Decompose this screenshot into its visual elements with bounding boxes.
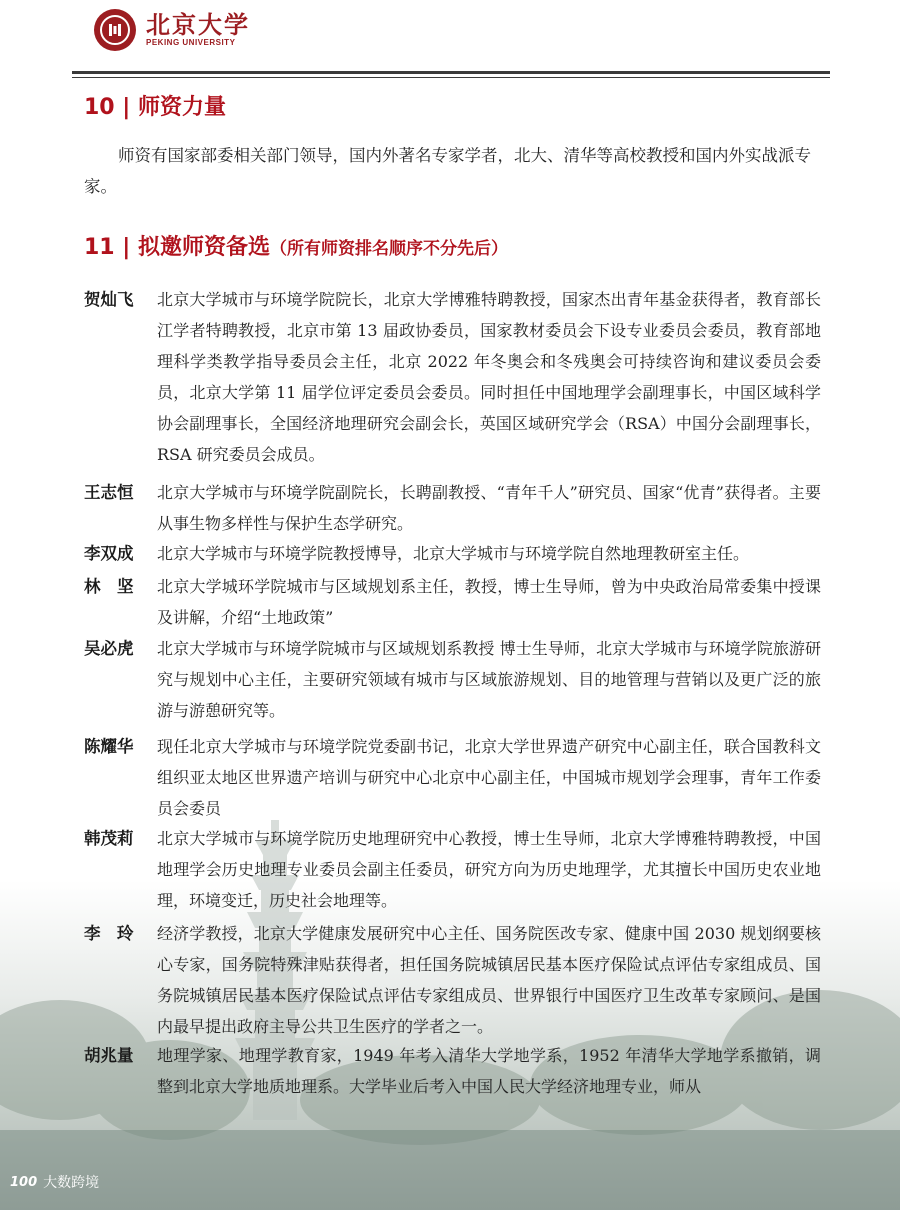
faculty-description: 北京大学城市与环境学院副院长，长聘副教授、“青年千人”研究员、国家“优青”获得者。主要从事生物多样性与保护生态学研究。 [157,483,821,533]
section-10-title: 10 | 师资力量 [84,95,226,120]
faculty-description: 北京大学城市与环境学院城市与区域规划系教授 博士生导师，北京大学城市与环境学院旅游研究与规划中心主任，主要研究领域有城市与区域旅游规划、目的地管理与营销以及更广泛的旅游与游憩研究等。 [157,639,821,720]
section-10-paragraph: 师资有国家部委相关部门领导，国内外著名专家学者，北大、清华等高校教授和国内外实战派专家。 [84,146,811,196]
faculty-description: 地理学家、地理学教育家，1949 年考入清华大学地学系，1952 年清华大学地学系撤销，调整到北京大学地质地理系。大学毕业后考入中国人民大学经济地理专业，师从 [157,1046,821,1096]
faculty-description: 经济学教授，北京大学健康发展研究中心主任、国务院医改专家、健康中国 2030 规划纲要核心专家，国务院特殊津贴获得者，担任国务院城镇居民基本医疗保险试点评估专家组成员、国务院城镇居民基本医疗保险试点评估专家组成员、世界银行中国医疗卫生改革专家顾问、是国内最早提出政府主导公共卫生医疗的学者之一。 [157,924,821,1036]
faculty-name: 贺灿飞 [84,290,134,309]
faculty-name: 吴必虎 [84,639,134,658]
faculty-description: 北京大学城市与环境学院教授博导，北京大学城市与环境学院自然地理教研室主任。 [157,544,750,563]
faculty-name: 韩茂莉 [84,829,134,848]
faculty-description: 北京大学城市与环境学院院长，北京大学博雅特聘教授，国家杰出青年基金获得者，教育部长江学者特聘教授，北京市第 13 届政协委员，国家教材委员会下设专业委员会委员，教育部地理科学类教学指导委员会主任，北京 2022 年冬奥会和冬残奥会可持续咨询和建议委员会委员，北京大学第 11 届学位评定委员会委员。同时担任中国地理学会副理事长，中国区域科学协会副理事长，全国经济地理研究会副会长，英国区域研究学会（RSA）中国分会副理事长，RSA 研究委员会成员。 [157,290,821,464]
section-11-subtitle: （所有师资排名顺序不分先后） [269,239,508,259]
watermark-text: 大数跨境 [43,1175,100,1191]
section-11-title [84,230,508,261]
watermark-logo-icon: 100 [10,1174,38,1190]
section-11-title-text: 11 | 拟邀师资备选 [84,235,270,260]
logo-chinese-name: 北京大学 [146,10,250,39]
faculty-name: 李双成 [84,544,134,563]
watermark [10,1172,99,1192]
faculty-name: 陈耀华 [84,737,134,756]
faculty-name: 林 坚 [84,577,134,596]
logo-english-name: PEKING UNIVERSITY [146,38,236,47]
faculty-name: 王志恒 [84,483,134,502]
faculty-description: 北京大学城市与环境学院历史地理研究中心教授，博士生导师，北京大学博雅特聘教授，中国地理学会历史地理专业委员会副主任委员，研究方向为历史地理学，尤其擅长中国历史农业地理，环境变迁，历史社会地理等。 [157,829,821,910]
faculty-description: 北京大学城环学院城市与区域规划系主任，教授，博士生导师，曾为中央政治局常委集中授课及讲解，介绍“土地政策” [157,577,821,627]
faculty-name: 胡兆量 [84,1046,134,1065]
faculty-name: 李 玲 [84,924,134,943]
faculty-description: 现任北京大学城市与环境学院党委副书记，北京大学世界遗产研究中心副主任，联合国教科文组织亚太地区世界遗产培训与研究中心北京中心副主任，中国城市规划学会理事，青年工作委员会委员 [157,737,821,818]
